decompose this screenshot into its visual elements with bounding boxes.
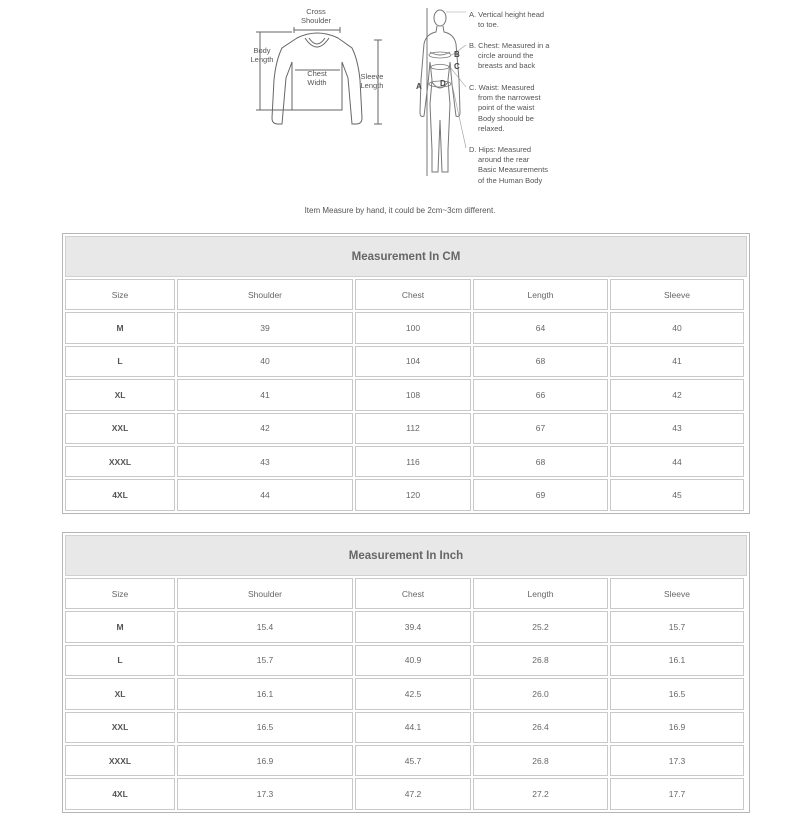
note-b: B. Chest: Measured in a circle around the breasts and back [469,41,550,71]
cross-shoulder-label: Cross Shoulder [300,7,332,25]
table-header-row [64,577,748,610]
table-header-row [64,278,748,311]
table-cell: 16.5 [610,678,744,709]
table-cell: 68 [473,446,608,477]
size-cell: L [65,346,175,377]
table-row [64,412,748,445]
header-cell: Chest [355,279,471,310]
table-cell: 15.7 [610,611,744,642]
chest-width-label: Chest Width [307,69,327,87]
table-cell: 16.5 [177,712,353,743]
size-cell: 4XL [65,778,175,809]
body-length-label: Body Length [250,46,274,64]
table-cell: 41 [177,379,353,410]
table-cell: 44.1 [355,712,471,743]
table-cell: 26.4 [473,712,608,743]
header-cell: Size [65,279,175,310]
size-cell: 4XL [65,479,175,510]
table-cell: 68 [473,346,608,377]
figure-letter-a: A [416,82,422,91]
measurement-diagram [0,0,800,225]
table-cell: 40 [177,346,353,377]
table-row [64,610,748,643]
table-row [64,711,748,744]
table-cell: 39 [177,312,353,343]
table-cell: 15.7 [177,645,353,676]
header-cell: Sleeve [610,578,744,609]
table-row [64,677,748,710]
table-cell: 120 [355,479,471,510]
size-cell: M [65,312,175,343]
figure-letter-b: B [454,50,460,59]
table-inch [62,532,750,813]
table-cell: 64 [473,312,608,343]
table-cell: 45.7 [355,745,471,776]
table-cell: 108 [355,379,471,410]
header-cell: Length [473,279,608,310]
table-cell: 66 [473,379,608,410]
table-cell: 17.3 [177,778,353,809]
table-cell: 26.8 [473,645,608,676]
table-cell: 67 [473,413,608,444]
note-c: C. Waist: Measured from the narrowest point of the waist Body shoould be relaxed. [469,83,541,133]
table-row [64,777,748,810]
table-cell: 26.8 [473,745,608,776]
figure-letter-c: C [454,62,460,71]
table-cell: 15.4 [177,611,353,642]
table-cell: 40.9 [355,645,471,676]
note-d: D. Hips: Measured around the rear Basic Measurements of the Human Body [469,145,549,185]
table-cell: 44 [177,479,353,510]
header-cell: Size [65,578,175,609]
table-cell: 17.3 [610,745,744,776]
table-cell: 42 [610,379,744,410]
sleeve-length-label: Sleeve Length [360,72,384,90]
table-cell: 104 [355,346,471,377]
size-cell: M [65,611,175,642]
table-cell: 112 [355,413,471,444]
table-cell: 17.7 [610,778,744,809]
size-cell: XL [65,379,175,410]
table-cell: 16.1 [177,678,353,709]
table-cell: 44 [610,446,744,477]
table-title: Measurement In CM [65,236,747,277]
table-cell: 25.2 [473,611,608,642]
garment-and-body-illustration [0,0,800,225]
table-row [64,644,748,677]
table-row [64,378,748,411]
table-cell: 41 [610,346,744,377]
table-row [64,311,748,344]
body-length-arrow [256,32,292,110]
header-cell: Length [473,578,608,609]
header-cell: Chest [355,578,471,609]
cross-shoulder-arrow [294,27,340,33]
figure-letter-d: D [440,79,446,88]
table-row [64,744,748,777]
table-cell: 26.0 [473,678,608,709]
table-cell: 43 [610,413,744,444]
table-cell: 47.2 [355,778,471,809]
table-cell: 16.9 [177,745,353,776]
measure-caption: Item Measure by hand, it could be 2cm~3cm different. [304,206,496,215]
table-cell: 42.5 [355,678,471,709]
size-cell: XL [65,678,175,709]
header-cell: Sleeve [610,279,744,310]
table-cm [62,233,750,514]
table-cell: 116 [355,446,471,477]
size-cell: L [65,645,175,676]
table-cell: 40 [610,312,744,343]
header-cell: Shoulder [177,578,353,609]
table-cell: 16.1 [610,645,744,676]
size-cell: XXXL [65,745,175,776]
size-cell: XXXL [65,446,175,477]
table-cell: 43 [177,446,353,477]
table-title: Measurement In Inch [65,535,747,576]
note-a: A. Vertical height head to toe. [469,10,545,30]
table-row [64,445,748,478]
size-cell: XXL [65,712,175,743]
table-cell: 42 [177,413,353,444]
human-figure [420,10,460,172]
table-row [64,345,748,378]
table-cell: 45 [610,479,744,510]
table-cell: 69 [473,479,608,510]
size-cell: XXL [65,413,175,444]
table-cell: 27.2 [473,778,608,809]
table-row [64,478,748,511]
table-cell: 39.4 [355,611,471,642]
header-cell: Shoulder [177,279,353,310]
table-cell: 100 [355,312,471,343]
table-cell: 16.9 [610,712,744,743]
